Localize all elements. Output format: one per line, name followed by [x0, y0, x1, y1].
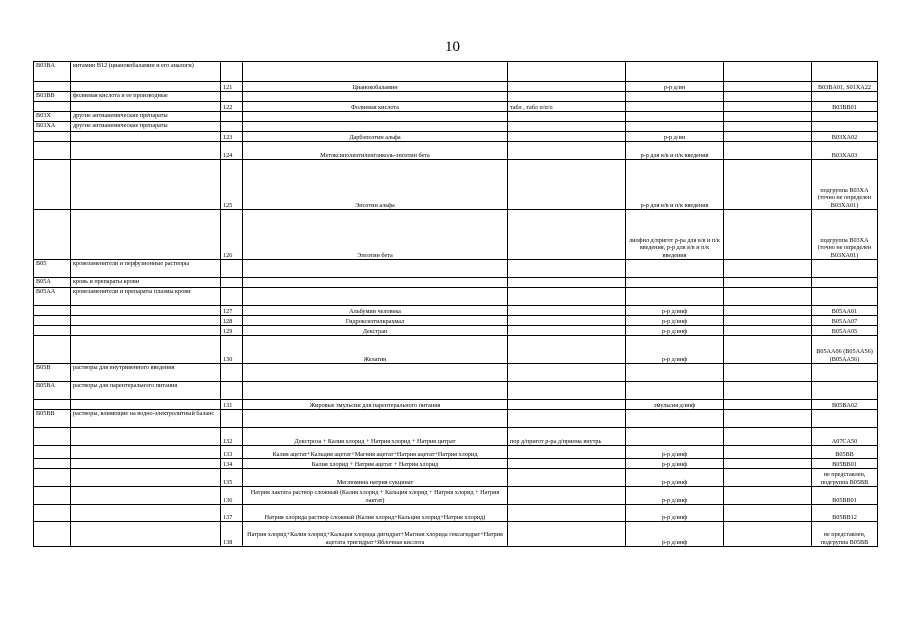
dosage-form-cell: [508, 364, 626, 382]
drug-name-cell: [243, 260, 508, 278]
atc-reference-cell: B03BA01, S01XA22: [812, 82, 878, 92]
empty-cell: [724, 92, 812, 102]
atc-code-cell: B03X: [34, 112, 71, 122]
dosage-form-alt-cell: р-р д/инф: [626, 446, 724, 459]
table-row: [34, 142, 878, 160]
item-number-cell: [221, 364, 243, 382]
dosage-form-alt-cell: р-р д/инф: [626, 487, 724, 505]
drug-name-cell: [243, 278, 508, 288]
drug-name-cell: [243, 382, 508, 400]
drug-name-cell: [243, 364, 508, 382]
atc-code-cell: [34, 459, 71, 469]
group-name-cell: [71, 469, 221, 487]
item-number-cell: [221, 92, 243, 102]
atc-reference-cell: B05BB: [812, 446, 878, 459]
item-number-cell: 126: [221, 210, 243, 260]
table-row: [34, 487, 878, 505]
dosage-form-cell: [508, 522, 626, 547]
dosage-form-alt-cell: р-р д/инф: [626, 336, 724, 364]
drug-name-cell: Жировые эмульсии для парентерального питания: [243, 400, 508, 410]
item-number-cell: [221, 260, 243, 278]
atc-reference-cell: [812, 382, 878, 400]
item-number-cell: 136: [221, 487, 243, 505]
item-number-cell: 128: [221, 316, 243, 326]
item-number-cell: 122: [221, 102, 243, 112]
group-name-cell: [71, 487, 221, 505]
dosage-form-cell: [508, 260, 626, 278]
atc-code-cell: B05BB: [34, 410, 71, 428]
atc-code-cell: [34, 522, 71, 547]
item-number-cell: [221, 62, 243, 82]
empty-cell: [724, 428, 812, 446]
atc-code-cell: B05BA: [34, 382, 71, 400]
empty-cell: [724, 82, 812, 92]
empty-cell: [724, 459, 812, 469]
drug-name-cell: Натрия лактата раствор сложный (Калия хлорид + Кальция хлорид + Натрия хлорид + Натрия лактат): [243, 487, 508, 505]
dosage-form-alt-cell: [626, 278, 724, 288]
dosage-form-cell: [508, 288, 626, 306]
table-row: [34, 364, 878, 382]
table-row: [34, 210, 878, 260]
dosage-form-alt-cell: [626, 122, 724, 132]
group-name-cell: другие антианемические препараты: [71, 112, 221, 122]
drug-name-cell: Цианокобаламин: [243, 82, 508, 92]
table-row: [34, 92, 878, 102]
item-number-cell: [221, 382, 243, 400]
item-number-cell: 129: [221, 326, 243, 336]
atc-reference-cell: B05AA06 (B05AA56) (B05AA56): [812, 336, 878, 364]
group-name-cell: [71, 102, 221, 112]
atc-reference-cell: B05BA02: [812, 400, 878, 410]
empty-cell: [724, 446, 812, 459]
drug-name-cell: [243, 112, 508, 122]
item-number-cell: 137: [221, 505, 243, 522]
item-number-cell: 127: [221, 306, 243, 316]
dosage-form-alt-cell: р-р д/инф: [626, 505, 724, 522]
empty-cell: [724, 62, 812, 82]
dosage-form-cell: [508, 142, 626, 160]
empty-cell: [724, 122, 812, 132]
atc-code-cell: [34, 306, 71, 316]
drug-name-cell: Калия хлорид + Натрия ацетат + Натрия хлорид: [243, 459, 508, 469]
dosage-form-cell: [508, 336, 626, 364]
atc-code-cell: [34, 326, 71, 336]
table-row: [34, 326, 878, 336]
empty-cell: [724, 316, 812, 326]
group-name-cell: [71, 459, 221, 469]
table-body: [34, 62, 878, 547]
empty-cell: [724, 260, 812, 278]
group-name-cell: [71, 505, 221, 522]
table-row: [34, 122, 878, 132]
drug-name-cell: Метоксиполиэтиленгликоль-эпоэтин бета: [243, 142, 508, 160]
group-name-cell: кровезаменители и перфузионные растворы: [71, 260, 221, 278]
atc-reference-cell: [812, 112, 878, 122]
dosage-form-cell: пор д/пригот р-ра д/приема внутрь: [508, 428, 626, 446]
group-name-cell: витамин В12 (цианокобаламин и его аналоги): [71, 62, 221, 82]
drug-name-cell: [243, 122, 508, 132]
atc-reference-cell: подгруппа B03XA (точно не определен B03XA01): [812, 210, 878, 260]
dosage-form-cell: [508, 316, 626, 326]
dosage-form-cell: [508, 112, 626, 122]
atc-reference-cell: не представлен, подгруппа B05BB: [812, 469, 878, 487]
atc-reference-cell: [812, 288, 878, 306]
dosage-form-cell: [508, 306, 626, 316]
atc-code-cell: B03XA: [34, 122, 71, 132]
atc-code-cell: [34, 316, 71, 326]
atc-reference-cell: [812, 364, 878, 382]
item-number-cell: 135: [221, 469, 243, 487]
drug-name-cell: Эпоэтин бета: [243, 210, 508, 260]
item-number-cell: [221, 122, 243, 132]
atc-code-cell: B05: [34, 260, 71, 278]
drug-name-cell: Фолиевая кислота: [243, 102, 508, 112]
group-name-cell: другие антианемические препараты: [71, 122, 221, 132]
table-row: [34, 112, 878, 122]
drug-name-cell: Дарбэпоэтин альфа: [243, 132, 508, 142]
drug-name-cell: Декстроза + Калия хлорид + Натрия хлорид + Натрия цитрат: [243, 428, 508, 446]
atc-reference-cell: [812, 278, 878, 288]
dosage-form-alt-cell: р-р для в/в и п/к введения: [626, 142, 724, 160]
dosage-form-cell: [508, 82, 626, 92]
drug-name-cell: [243, 92, 508, 102]
item-number-cell: 131: [221, 400, 243, 410]
group-name-cell: кровь и препараты крови: [71, 278, 221, 288]
dosage-form-cell: [508, 459, 626, 469]
atc-reference-cell: B05AA05: [812, 326, 878, 336]
empty-cell: [724, 410, 812, 428]
table-row: [34, 410, 878, 428]
table-row: [34, 160, 878, 210]
empty-cell: [724, 288, 812, 306]
empty-cell: [724, 160, 812, 210]
group-name-cell: растворы для внутривенного введения: [71, 364, 221, 382]
group-name-cell: [71, 336, 221, 364]
dosage-form-cell: [508, 410, 626, 428]
atc-code-cell: [34, 505, 71, 522]
dosage-form-cell: [508, 326, 626, 336]
atc-code-cell: [34, 132, 71, 142]
item-number-cell: 124: [221, 142, 243, 160]
dosage-form-alt-cell: р-р д/инф: [626, 326, 724, 336]
empty-cell: [724, 306, 812, 316]
drug-name-cell: Эпоэтин альфа: [243, 160, 508, 210]
item-number-cell: 138: [221, 522, 243, 547]
atc-reference-cell: B03XA03: [812, 142, 878, 160]
table-row: [34, 132, 878, 142]
dosage-form-cell: [508, 382, 626, 400]
item-number-cell: 134: [221, 459, 243, 469]
empty-cell: [724, 505, 812, 522]
atc-code-cell: [34, 210, 71, 260]
atc-reference-cell: B05BB12: [812, 505, 878, 522]
atc-code-cell: B05A: [34, 278, 71, 288]
table-row: [34, 102, 878, 112]
empty-cell: [724, 142, 812, 160]
atc-code-cell: [34, 428, 71, 446]
empty-cell: [724, 382, 812, 400]
table-row: [34, 278, 878, 288]
atc-code-cell: [34, 400, 71, 410]
empty-cell: [724, 278, 812, 288]
atc-reference-cell: B05BB01: [812, 487, 878, 505]
table-row: [34, 522, 878, 547]
drug-name-cell: Меглюмина натрия сукцинат: [243, 469, 508, 487]
atc-reference-cell: [812, 122, 878, 132]
atc-code-cell: [34, 469, 71, 487]
drug-name-cell: Альбумин человека: [243, 306, 508, 316]
atc-reference-cell: [812, 92, 878, 102]
dosage-form-alt-cell: [626, 288, 724, 306]
item-number-cell: 125: [221, 160, 243, 210]
dosage-form-cell: [508, 469, 626, 487]
group-name-cell: [71, 316, 221, 326]
dosage-form-alt-cell: [626, 112, 724, 122]
dosage-form-alt-cell: р-р для в/в и п/к введения: [626, 160, 724, 210]
item-number-cell: [221, 410, 243, 428]
dosage-form-cell: [508, 210, 626, 260]
dosage-form-alt-cell: [626, 382, 724, 400]
table-row: [34, 469, 878, 487]
dosage-form-cell: [508, 487, 626, 505]
table-row: [34, 446, 878, 459]
dosage-form-alt-cell: [626, 410, 724, 428]
empty-cell: [724, 112, 812, 122]
drug-name-cell: Натрия хлорида раствор сложный (Калия хлорид+Кальция хлорид+Натрия хлорид): [243, 505, 508, 522]
dosage-form-alt-cell: р-р д/ин: [626, 82, 724, 92]
dosage-form-alt-cell: [626, 92, 724, 102]
table-row: [34, 459, 878, 469]
group-name-cell: [71, 522, 221, 547]
group-name-cell: [71, 210, 221, 260]
table-row: [34, 316, 878, 326]
dosage-form-alt-cell: р-р д/инф: [626, 522, 724, 547]
table-row: [34, 400, 878, 410]
group-name-cell: [71, 428, 221, 446]
drug-name-cell: Гидроксиэтилкрахмал: [243, 316, 508, 326]
item-number-cell: 130: [221, 336, 243, 364]
empty-cell: [724, 469, 812, 487]
dosage-form-cell: [508, 92, 626, 102]
empty-cell: [724, 336, 812, 364]
group-name-cell: [71, 400, 221, 410]
drug-name-cell: Калия ацетат+Кальция ацетат+Магния ацетат+Натрия ацетат+Натрия хлорид: [243, 446, 508, 459]
atc-reference-cell: подгруппа B03XA (точно не определен B03XA01): [812, 160, 878, 210]
table-row: [34, 288, 878, 306]
atc-reference-cell: B03BB01: [812, 102, 878, 112]
table-row: [34, 336, 878, 364]
group-name-cell: [71, 326, 221, 336]
dosage-form-alt-cell: эмульсия д/инф: [626, 400, 724, 410]
empty-cell: [724, 210, 812, 260]
empty-cell: [724, 102, 812, 112]
atc-code-cell: B05B: [34, 364, 71, 382]
atc-code-cell: [34, 142, 71, 160]
item-number-cell: [221, 112, 243, 122]
atc-reference-cell: [812, 410, 878, 428]
atc-reference-cell: не представлен, подгруппа B05BB: [812, 522, 878, 547]
atc-code-cell: B03BB: [34, 92, 71, 102]
dosage-form-cell: [508, 122, 626, 132]
empty-cell: [724, 364, 812, 382]
table-row: [34, 62, 878, 82]
dosage-form-cell: [508, 278, 626, 288]
dosage-form-cell: [508, 132, 626, 142]
atc-code-cell: [34, 82, 71, 92]
table-row: [34, 382, 878, 400]
dosage-form-alt-cell: р-р д/инф: [626, 459, 724, 469]
item-number-cell: 132: [221, 428, 243, 446]
dosage-form-cell: [508, 400, 626, 410]
group-name-cell: [71, 132, 221, 142]
group-name-cell: [71, 82, 221, 92]
drug-name-cell: [243, 62, 508, 82]
item-number-cell: [221, 288, 243, 306]
group-name-cell: [71, 142, 221, 160]
empty-cell: [724, 400, 812, 410]
group-name-cell: [71, 446, 221, 459]
empty-cell: [724, 326, 812, 336]
atc-code-cell: [34, 487, 71, 505]
dosage-form-alt-cell: [626, 102, 724, 112]
atc-reference-cell: B05AA01: [812, 306, 878, 316]
dosage-form-cell: [508, 160, 626, 210]
atc-code-cell: [34, 336, 71, 364]
group-name-cell: [71, 160, 221, 210]
group-name-cell: кровезаменители и препараты плазмы крови: [71, 288, 221, 306]
item-number-cell: 123: [221, 132, 243, 142]
dosage-form-cell: [508, 505, 626, 522]
dosage-form-cell: [508, 446, 626, 459]
table-row: [34, 428, 878, 446]
atc-reference-cell: B05BB01: [812, 459, 878, 469]
dosage-form-alt-cell: лиофил д/пригот р-ра для в/в и п/к введения, р-р для в/в и п/к введения: [626, 210, 724, 260]
dosage-form-alt-cell: [626, 62, 724, 82]
page-number: 10: [445, 39, 460, 55]
dosage-form-alt-cell: р-р д/инф: [626, 306, 724, 316]
empty-cell: [724, 132, 812, 142]
table-row: [34, 505, 878, 522]
table-row: [34, 260, 878, 278]
empty-cell: [724, 522, 812, 547]
dosage-form-alt-cell: р-р д/инф: [626, 469, 724, 487]
item-number-cell: 133: [221, 446, 243, 459]
atc-code-cell: B05AA: [34, 288, 71, 306]
atc-reference-cell: [812, 62, 878, 82]
atc-reference-cell: B03XA02: [812, 132, 878, 142]
table-row: [34, 306, 878, 316]
table-row: [34, 82, 878, 92]
empty-cell: [724, 487, 812, 505]
dosage-form-cell: [508, 62, 626, 82]
drug-name-cell: Декстран: [243, 326, 508, 336]
atc-reference-cell: B05AA07: [812, 316, 878, 326]
group-name-cell: растворы для парентерального питания: [71, 382, 221, 400]
dosage-form-alt-cell: [626, 364, 724, 382]
dosage-form-alt-cell: [626, 428, 724, 446]
atc-code-cell: B03BA: [34, 62, 71, 82]
drug-name-cell: [243, 288, 508, 306]
group-name-cell: фолиевая кислота и ее производные: [71, 92, 221, 102]
group-name-cell: растворы, влияющие на водно-электролитный баланс: [71, 410, 221, 428]
atc-reference-cell: A07CA50: [812, 428, 878, 446]
dosage-form-alt-cell: [626, 260, 724, 278]
group-name-cell: [71, 306, 221, 316]
drug-name-cell: [243, 410, 508, 428]
dosage-form-alt-cell: р-р д/ин: [626, 132, 724, 142]
item-number-cell: [221, 278, 243, 288]
drug-name-cell: Желатин: [243, 336, 508, 364]
atc-code-cell: [34, 160, 71, 210]
item-number-cell: 121: [221, 82, 243, 92]
atc-reference-cell: [812, 260, 878, 278]
atc-code-cell: [34, 446, 71, 459]
dosage-form-alt-cell: р-р д/инф: [626, 316, 724, 326]
atc-code-cell: [34, 102, 71, 112]
drug-name-cell: Натрия хлорид+Калия хлорид+Кальция хлорида дигидрат+Магния хлорида гексагидрат+Натрия ацетата тригидрат+Яблочная кислота: [243, 522, 508, 547]
drug-table: [33, 61, 878, 547]
dosage-form-cell: табл , табл п/п/о: [508, 102, 626, 112]
